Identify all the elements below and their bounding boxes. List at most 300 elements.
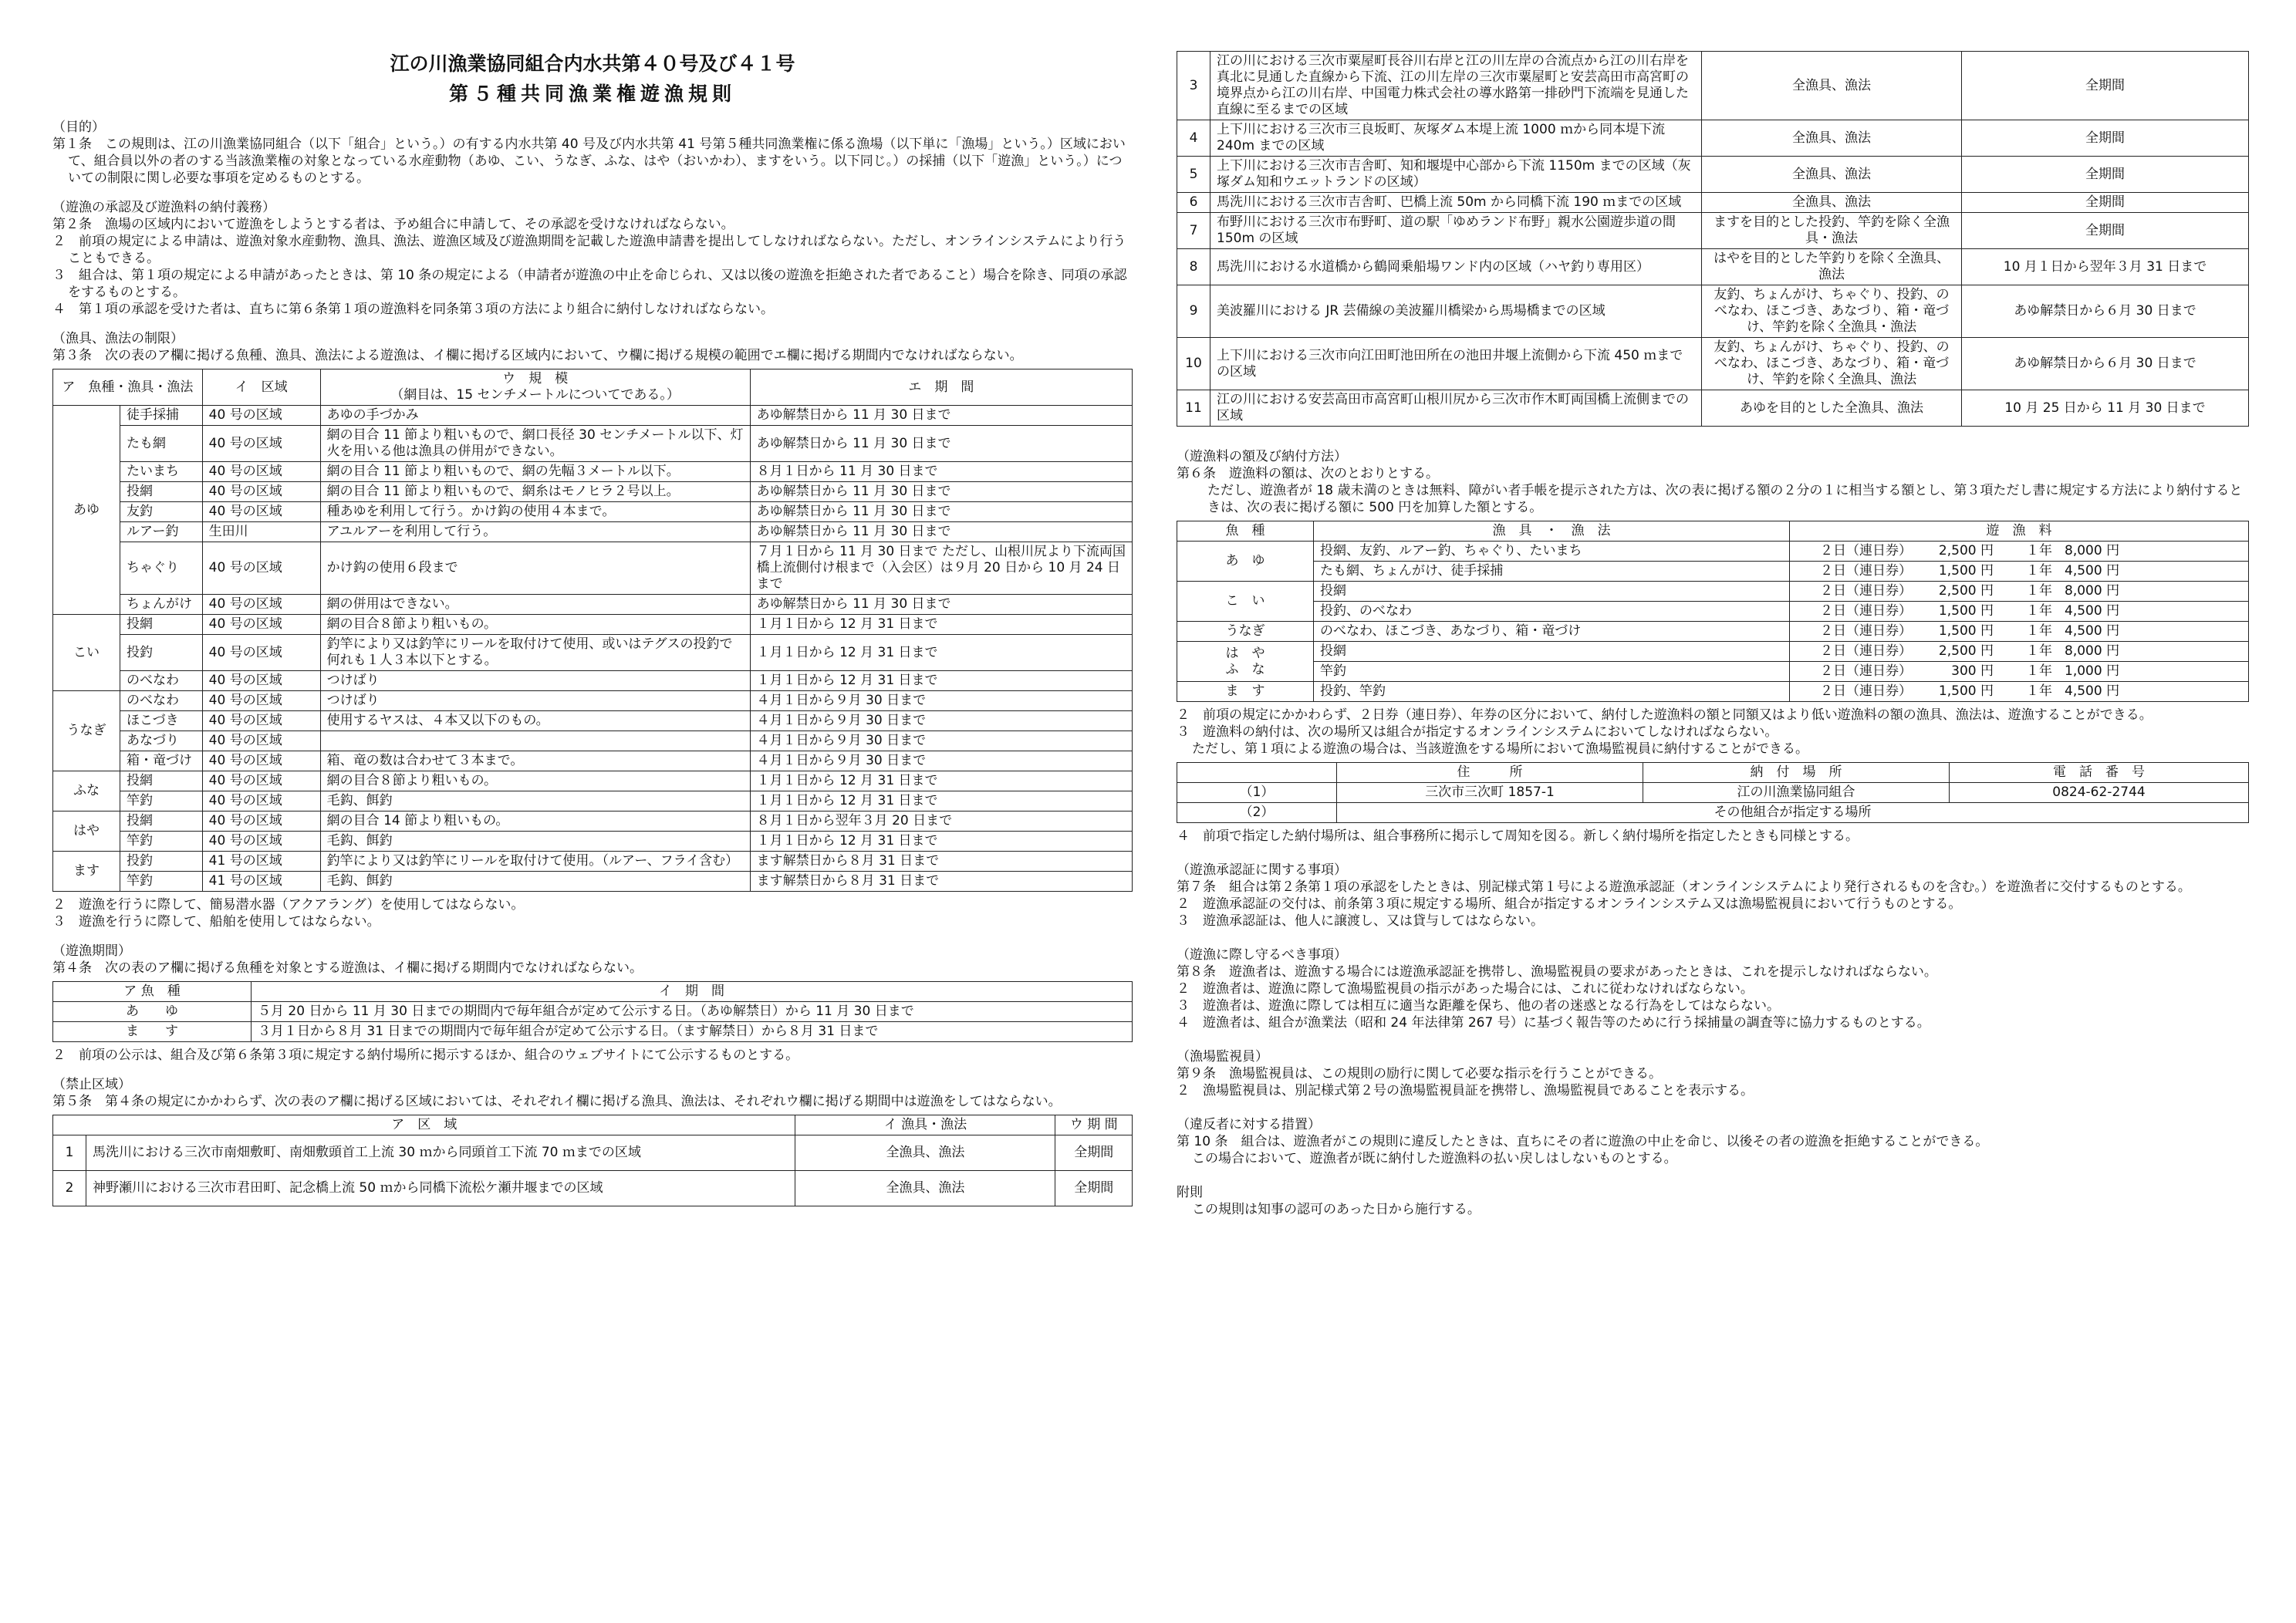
gear-method-cell: ちゃぐり [120,542,203,595]
fee-th-fish: 魚 種 [1177,521,1314,542]
fish-species-cell: こい [53,615,120,691]
art6-p2: ２ 前項の規定にかかわらず、２日券（連日券）、年券の区分において、納付した遊漁料の額と同額又はより低い遊漁料の額の漁具、漁法は、遊漁することができる。 [1177,707,2152,723]
gear-method-cell: 投網 [120,812,203,832]
fish-species-label: ま す [1225,683,1265,699]
table-row [53,542,1133,595]
fish-species-cell: ます [53,852,120,892]
period-cell: 全期間 [1962,120,2249,157]
scale-cell: つけばり [320,671,750,691]
right-column [1177,51,2249,1218]
period-cell: ４月１日から９月 30 日まで [750,711,1132,731]
prohibited-th-u: ウ 期 間 [1055,1115,1133,1135]
fish-species-cell: はや [53,812,120,852]
prohibited-th-i: イ 漁具・漁法 [795,1115,1055,1135]
fish-species-cell [1177,542,1314,582]
payment-place-table [1177,762,2249,823]
art6-intro: 第６条 遊漁料の額は、次のとおりとする。 [1177,466,1439,481]
table-row [53,482,1133,502]
season-table [52,981,1133,1042]
period-cell: ます解禁日から８月 31 日まで [750,872,1132,892]
period-cell: 全期間 [1962,52,2249,120]
area-cell: 上下川における三次市吉舎町、知和堰堤中心部から下流 1150m までの区域（灰塚ダム知和ウエットランドの区域） [1210,157,1702,193]
prohibited-table-left-body [53,1135,1133,1206]
year-fee-cell: 8,000 円 [2058,642,2249,662]
art7-p1: 第７条 組合は第２条第１項の承認をしたときは、別記様式第１号による遊漁承認証（オンラインシステムにより発行されるものを含む。）を遊漁者に交付するものとする。 [1177,879,2191,895]
gear-table [52,369,1133,892]
table-row [53,1135,1133,1171]
period-cell: あゆ解禁日から 11 月 30 日まで [750,502,1132,522]
ticket-type-cell: ２日（連日券） [1790,582,1919,602]
area-cell: 40 号の区域 [202,791,320,812]
table-row [53,671,1133,691]
fish-species-label-2: ふ な [1225,661,1265,677]
area-cell: 40 号の区域 [202,751,320,771]
year-fee-cell: 4,500 円 [2058,682,2249,702]
table-row [1177,783,2249,803]
area-cell: 神野瀬川における三次市君田町、記念橋上流 50 ｍから同橋下流松ケ瀬井堰までの区域 [86,1171,795,1206]
scale-cell: 使用するヤスは、４本又以下のもの。 [320,711,750,731]
season-th-i: イ 期 間 [252,982,1133,1002]
gear-cell: 竿釣 [1314,662,1790,682]
gear-cell: 友釣、ちょんがけ、ちゃぐり、投釣、のべなわ、ほこづき、あなづり、箱・竜づけ、竿釣を除く全漁具、漁法 [1702,338,1962,390]
ticket-type-cell: ２日（連日券） [1790,662,1919,682]
fish-species-cell: あ ゆ [53,1002,252,1022]
period-cell: 10 月 25 日から 11 月 30 日まで [1962,390,2249,427]
period-cell: あゆ解禁日から 11 月 30 日まで [750,406,1132,426]
gear-method-cell: 投網 [120,482,203,502]
table-row [53,1171,1133,1206]
year-label-cell: １年 [2000,542,2058,562]
fish-species-cell: ま す [53,1022,252,1042]
scale-cell: 毛鈎、餌釣 [320,872,750,892]
year-fee-cell: 1,000 円 [2058,662,2249,682]
art8-p4: ４ 遊漁者は、組合が漁業法（昭和 24 年法律第 267 号）に基づく報告等のために行う採捕量の調査等に協力するものとする。 [1177,1015,1930,1031]
art5-heading: （禁止区域） [52,1077,131,1092]
area-cell: 40 号の区域 [202,462,320,482]
ticket-type-cell: ２日（連日券） [1790,622,1919,642]
period-cell: 全期間 [1055,1135,1133,1171]
gear-th-u-label: ウ 規 模 [502,371,569,386]
table-row [53,522,1133,542]
period-cell: ５月 20 日から 11 月 30 日までの期間内で毎年組合が定めて公示する日。（あゆ解禁日）から 11 月 30 日まで [252,1002,1133,1022]
fish-species-cell: あゆ [53,406,120,615]
art5-intro: 第５条 第４条の規定にかかわらず、次の表のア欄に掲げる区域においては、それぞれイ欄に掲げる漁具、漁法は、それぞれウ欄に掲げる期間中は遊漁をしてはならない。 [52,1094,1062,1109]
prohibited-th-a: ア 区 域 [53,1115,795,1135]
gear-cell: たも網、ちょんがけ、徒手採捕 [1314,562,1790,582]
row-number-cell: 4 [1177,120,1210,157]
period-cell: ４月１日から９月 30 日まで [750,731,1132,751]
prohibited-table-right-body [1177,52,2249,427]
year-fee-cell: 4,500 円 [2058,622,2249,642]
gear-method-cell: あなづり [120,731,203,751]
period-cell: ８月１日から翌年３月 20 日まで [750,812,1132,832]
area-cell: 40 号の区域 [202,542,320,595]
day-fee-cell: 2,500 円 [1918,582,2000,602]
row-number-cell: 11 [1177,390,1210,427]
art7-p3: ３ 遊漁承認証は、他人に譲渡し、又は貸与してはならない。 [1177,913,1544,929]
period-cell: ４月１日から９月 30 日まで [750,691,1132,711]
gear-cell: 投網 [1314,582,1790,602]
gear-cell: 友釣、ちょんがけ、ちゃぐり、投釣、のべなわ、ほこづき、あなづり、箱・竜づけ、竿釣を除く全漁具・漁法 [1702,285,1962,338]
day-fee-cell: 300 円 [1918,662,2000,682]
phone-cell: 0824-62-2744 [1950,783,2249,803]
art3-intro: 第３条 次の表のア欄に掲げる魚種、漁具、漁法による遊漁は、イ欄に掲げる区域内において、ウ欄に掲げる規模の範囲でエ欄に掲げる期間内でなければならない。 [52,348,1023,363]
area-cell: 40 号の区域 [202,406,320,426]
year-label-cell: １年 [2000,662,2058,682]
area-cell: 40 号の区域 [202,635,320,671]
gear-method-cell: 投釣 [120,852,203,872]
gear-cell: 投釣、のべなわ [1314,602,1790,622]
year-fee-cell: 4,500 円 [2058,602,2249,622]
page-subtitle: 第５種共同漁業権遊漁規則 [448,83,736,105]
supplement-heading: 附則 [1177,1185,1203,1200]
scale-cell: あゆの手づかみ [320,406,750,426]
gear-method-cell: 投網 [120,771,203,791]
gear-cell: ますを目的とした投釣、竿釣を除く全漁具・漁法 [1702,213,1962,249]
gear-method-cell: 徒手採捕 [120,406,203,426]
table-row [53,872,1133,892]
day-fee-cell: 1,500 円 [1918,622,2000,642]
table-row [53,691,1133,711]
payment-place-cell: 江の川漁業協同組合 [1643,783,1950,803]
period-cell: １月１日から 12 月 31 日まで [750,671,1132,691]
ticket-type-cell: ２日（連日券） [1790,682,1919,702]
scale-cell: アユルアーを利用して行う。 [320,522,750,542]
other-place-cell: その他組合が指定する場所 [1337,803,2249,823]
art9-heading: （漁場監視員） [1177,1049,1268,1065]
table-row [1177,562,2249,582]
scale-cell: 網の目合８節より粗いもの。 [320,771,750,791]
day-fee-cell: 2,500 円 [1918,642,2000,662]
place-th-no [1177,763,1337,783]
art6-p4: ４ 前項で指定した納付場所は、組合事務所に掲示して周知を図る。新しく納付場所を指定したときも同様とする。 [1177,828,1859,844]
year-label-cell: １年 [2000,682,2058,702]
gear-th-u-note: （網目は、15 センチメートルについてである。） [390,387,680,403]
table-row [1177,602,2249,622]
year-label-cell: １年 [2000,562,2058,582]
art4-p2: ２ 前項の公示は、組合及び第６条第３項に規定する納付場所に掲示するほか、組合のウェブサイトにて公示するものとする。 [52,1048,799,1063]
art3-p3: ３ 遊漁を行うに際して、船舶を使用してはならない。 [52,914,380,930]
period-cell: ８月１日から 11 月 30 日まで [750,462,1132,482]
area-cell: 上下川における三次市三良坂町、灰塚ダム本堤上流 1000 ｍから同本堤下流 240m までの区域 [1210,120,1702,157]
fee-table-body [1177,542,2249,702]
gear-method-cell: ちょんがけ [120,595,203,615]
art1-heading: （目的） [52,120,105,135]
fish-species-label: あ ゆ [1225,553,1265,569]
season-table-body [53,1002,1133,1042]
period-cell: １月１日から 12 月 31 日まで [750,791,1132,812]
art8-p1: 第８条 遊漁者は、遊漁する場合には遊漁承認証を携帯し、漁場監視員の要求があったときは、これを提示しなければならない。 [1177,964,1937,980]
scale-cell: 網の目合 11 節より粗いもので、網糸はモノヒラ２号以上。 [320,482,750,502]
gear-cell: 全漁具、漁法 [1702,193,1962,213]
area-cell: 馬洗川における三次市南畑敷町、南畑敷頭首工上流 30 ｍから同頭首工下流 70 ｍまでの区域 [86,1135,795,1171]
table-row [1177,682,2249,702]
ticket-type-cell: ２日（連日券） [1790,602,1919,622]
row-number-cell: 2 [53,1171,86,1206]
period-cell: あゆ解禁日から 11 月 30 日まで [750,522,1132,542]
table-row [53,1002,1133,1022]
period-cell: あゆ解禁日から６月 30 日まで [1962,338,2249,390]
gear-method-cell: たも網 [120,426,203,462]
table-row [53,771,1133,791]
table-row [53,426,1133,462]
page-title: 江の川漁業協同組合内水共第４０号及び４１号 [390,52,795,75]
scale-cell: 網の併用はできない。 [320,595,750,615]
art10-heading: （違反者に対する措置） [1177,1117,1321,1132]
gear-method-cell: 竿釣 [120,791,203,812]
period-cell: １月１日から 12 月 31 日まで [750,635,1132,671]
area-cell: 上下川における三次市向江田町池田所在の池田井堰上流側から下流 450 ｍまでの区域 [1210,338,1702,390]
gear-th-a: ア 魚種・漁具・漁法 [53,369,203,406]
table-row [1177,249,2249,285]
area-cell: 美波羅川における JR 芸備線の美波羅川橋梁から馬場橋までの区域 [1210,285,1702,338]
ticket-type-cell: ２日（連日券） [1790,562,1919,582]
table-row [53,635,1133,671]
table-row [1177,120,2249,157]
art6-p3: ３ 遊漁料の納付は、次の場所又は組合が指定するオンラインシステムにおいてしなければならない。 [1177,724,1778,740]
year-label-cell: １年 [2000,642,2058,662]
period-cell: ３月１日から８月 31 日までの期間内で毎年組合が定めて公示する日。（ます解禁日）から８月 31 日まで [252,1022,1133,1042]
place-th-tel: 電 話 番 号 [1950,763,2249,783]
table-row [53,832,1133,852]
scale-cell: つけばり [320,691,750,711]
row-number-cell: 6 [1177,193,1210,213]
year-label-cell: １年 [2000,602,2058,622]
year-fee-cell: 4,500 円 [2058,562,2249,582]
left-column [52,46,1133,1211]
area-cell: 江の川における安芸高田市高宮町山根川尻から三次市作木町両国橋上流側までの区域 [1210,390,1702,427]
table-row [1177,285,2249,338]
gear-cell: 全漁具、漁法 [795,1171,1055,1206]
area-cell: 40 号の区域 [202,671,320,691]
table-row [53,711,1133,731]
table-row [1177,803,2249,823]
scale-cell: 網の目合 14 節より粗いもの。 [320,812,750,832]
gear-method-cell: 友釣 [120,502,203,522]
period-cell: 全期間 [1962,157,2249,193]
table-row [1177,193,2249,213]
art3-p2: ２ 遊漁を行うに際して、簡易潜水器（アクアラング）を使用してはならない。 [52,897,525,913]
scale-cell: 箱、竜の数は合わせて３本まで。 [320,751,750,771]
table-row [1177,52,2249,120]
area-cell: 41 号の区域 [202,852,320,872]
table-row [53,791,1133,812]
gear-th-u [320,369,750,406]
gear-cell: のべなわ、ほこづき、あなづり、箱・竜づけ [1314,622,1790,642]
art4-heading: （遊漁期間） [52,943,131,959]
table-row [1177,622,2249,642]
art7-p2: ２ 遊漁承認証の交付は、前条第３項に規定する場所、組合が指定するオンラインシステム又は漁場監視員において行うものとする。 [1177,896,1962,912]
scale-cell: 網の目合 11 節より粗いもので、網口長径 30 センチメートル以下、灯火を用いる他は漁具の併用ができない。 [320,426,750,462]
art8-p2: ２ 遊漁者は、遊漁に際して漁場監視員の指示があった場合には、これに従わなければならない。 [1177,981,1754,997]
table-row [53,812,1133,832]
fish-species-cell [1177,582,1314,622]
gear-cell: 全漁具、漁法 [1702,52,1962,120]
art6-p3b: ただし、第１項による遊漁の場合は、当該遊漁をする場所において漁場監視員に納付することができる。 [1192,741,1808,757]
ticket-type-cell: ２日（連日券） [1790,642,1919,662]
prohibited-table-left [52,1115,1133,1206]
period-cell: ７月１日から 11 月 30 日まで ただし、山根川尻より下流両国橋上流側付け根まで（入会区）は９月 20 日から 10 月 24 日まで [750,542,1132,595]
area-cell: 40 号の区域 [202,832,320,852]
scale-cell: 釣竿により又は釣竿にリールを取付けて使用、或いはテグスの投釣で何れも１人３本以下とする。 [320,635,750,671]
period-cell: あゆ解禁日から 11 月 30 日まで [750,426,1132,462]
payment-place-body [1177,783,2249,823]
area-cell: 馬洗川における三次市吉舎町、巴橋上流 50m から同橋下流 190 ｍまでの区域 [1210,193,1702,213]
scale-cell [320,731,750,751]
fish-species-label: は や [1225,645,1265,661]
fish-species-cell: うなぎ [53,691,120,771]
area-cell: 生田川 [202,522,320,542]
table-row [1177,542,2249,562]
gear-method-cell: 投網 [120,615,203,635]
area-cell: 40 号の区域 [202,426,320,462]
gear-th-e: エ 期 間 [750,369,1132,406]
ticket-type-cell: ２日（連日券） [1790,542,1919,562]
table-row [1177,662,2249,682]
place-th-place: 納 付 場 所 [1643,763,1950,783]
art6-intro2: ただし、遊漁者が 18 歳未満のときは無料、障がい者手帳を提示された方は、次の表に掲げる額の２分の１に相当する額とし、第３項ただし書に規定する方法により納付するときは、次の表に掲げる額に 500 円を加算した額とする。 [1207,483,2243,515]
supplement-text: この規則は知事の認可のあった日から施行する。 [1192,1202,1481,1217]
period-cell: ４月１日から９月 30 日まで [750,751,1132,771]
gear-cell: 全漁具、漁法 [795,1135,1055,1171]
art2-p1: 第２条 漁場の区域内において遊漁をしようとする者は、予め組合に申請して、その承認を受けなければならない。 [52,217,734,232]
gear-table-body [53,406,1133,892]
art9-p2: ２ 漁場監視員は、別記様式第２号の漁場監視員証を携帯し、漁場監視員であることを表示する。 [1177,1083,1754,1098]
table-row [53,462,1133,482]
gear-method-cell: ルアー釣 [120,522,203,542]
table-row [53,751,1133,771]
period-cell: 10 月１日から翌年３月 31 日まで [1962,249,2249,285]
table-row [1177,338,2249,390]
gear-method-cell: 箱・竜づけ [120,751,203,771]
table-row [1177,157,2249,193]
table-row [1177,582,2249,602]
row-number-cell: 9 [1177,285,1210,338]
area-cell: 40 号の区域 [202,812,320,832]
fish-species-label: うなぎ [1225,623,1265,639]
area-cell: 馬洗川における水道橋から鶴岡乗船場ワンド内の区域（ハヤ釣り専用区） [1210,249,1702,285]
scale-cell: 釣竿により又は釣竿にリールを取付けて使用。（ルアー、フライ含む） [320,852,750,872]
period-cell: 全期間 [1055,1171,1133,1206]
table-row [1177,213,2249,249]
row-number-cell: 10 [1177,338,1210,390]
gear-cell: 全漁具、漁法 [1702,120,1962,157]
season-th-a: ア 魚 種 [53,982,252,1002]
place-th-addr: 住 所 [1337,763,1643,783]
scale-cell: 毛鈎、餌釣 [320,832,750,852]
scale-cell: 毛鈎、餌釣 [320,791,750,812]
fee-table [1177,521,2249,702]
table-row [53,1022,1133,1042]
row-number-cell: （1） [1177,783,1337,803]
art6-heading: （遊漁料の額及び納付方法） [1177,449,1347,464]
gear-cell: 投網 [1314,642,1790,662]
art2-heading: （遊漁の承認及び遊漁料の納付義務） [52,200,275,215]
art10-p1: 第 10 条 組合は、遊漁者がこの規則に違反したときは、直ちにその者に遊漁の中止を命じ、以後その者の遊漁を拒絶することができる。 [1177,1134,1989,1149]
area-cell: 41 号の区域 [202,872,320,892]
gear-cell: あゆを目的とした全漁具、漁法 [1702,390,1962,427]
gear-cell: 投釣、竿釣 [1314,682,1790,702]
year-fee-cell: 8,000 円 [2058,582,2249,602]
year-fee-cell: 8,000 円 [2058,542,2249,562]
gear-method-cell: ほこづき [120,711,203,731]
table-row [53,852,1133,872]
period-cell: 全期間 [1962,193,2249,213]
area-cell: 40 号の区域 [202,595,320,615]
prohibited-table-right [1177,51,2249,427]
day-fee-cell: 2,500 円 [1918,542,2000,562]
art10-p2: この場合において、遊漁者が既に納付した遊漁料の払い戻しはしないものとする。 [1192,1151,1677,1166]
period-cell: あゆ解禁日から６月 30 日まで [1962,285,2249,338]
fee-th-gear: 漁 具 ・ 漁 法 [1314,521,1790,542]
area-cell: 布野川における三次市布野町、道の駅「ゆめランド布野」親水公園遊歩道の間 150m の区域 [1210,213,1702,249]
period-cell: ます解禁日から８月 31 日まで [750,852,1132,872]
fish-species-label: こ い [1225,593,1265,609]
row-number-cell: 7 [1177,213,1210,249]
area-cell: 40 号の区域 [202,691,320,711]
row-number-cell: 8 [1177,249,1210,285]
address-cell: 三次市三次町 1857-1 [1337,783,1643,803]
gear-method-cell: 竿釣 [120,872,203,892]
table-row [53,615,1133,635]
art2-p3: ３ 組合は、第１項の規定による申請があったときは、第 10 条の規定による（申請者が遊漁の中止を命じられ、又は以後の遊漁を拒絶された者であること）場合を除き、同項の承認をするものとする。 [52,268,1127,300]
art1-text: 第１条 この規則は、江の川漁業協同組合（以下「組合」という。）の有する内水共第 40 号及び内水共第 41 号第５種共同漁業権に係る漁場（以下単に「漁場」という。）区域において、組合員以外の者のする当該漁業権の対象となっている水産動物（あゆ、こい、うなぎ、ふな、はや（おいかわ）、ますをいう。以下同じ。）の採捕（以下「遊漁」という。）についての制限に関し必要な事項を定めるものとする。 [52,137,1126,186]
period-cell: １月１日から 12 月 31 日まで [750,832,1132,852]
gear-method-cell: 竿釣 [120,832,203,852]
gear-method-cell: のべなわ [120,671,203,691]
art2-p2: ２ 前項の規定による申請は、遊漁対象水産動物、漁具、漁法、遊漁区域及び遊漁期間を記載した遊漁申請書を提出してしなければならない。ただし、オンラインシステムにより行うこともできる。 [52,234,1126,266]
area-cell: 40 号の区域 [202,502,320,522]
table-row [53,595,1133,615]
area-cell: 江の川における三次市粟屋町長谷川右岸と江の川左岸の合流点から江の川右岸を真北に見通した直線から下流、江の川左岸の三次市粟屋町と安芸高田市高宮町の境界点から江の川右岸、中国電力株式会社の導水路第一排砂門下流端を見通した直線に至るまでの区域 [1210,52,1702,120]
gear-cell: 全漁具、漁法 [1702,157,1962,193]
scale-cell: 網の目合 11 節より粗いもので、網の先幅３メートル以下。 [320,462,750,482]
row-number-cell: （2） [1177,803,1337,823]
scale-cell: 種あゆを利用して行う。かけ鈎の使用４本まで。 [320,502,750,522]
art2-p4: ４ 第１項の承認を受けた者は、直ちに第６条第１項の遊漁料を同条第３項の方法により組合に納付しなければならない。 [52,302,774,317]
fish-species-cell [1177,682,1314,702]
row-number-cell: 1 [53,1135,86,1171]
table-row [53,406,1133,426]
area-cell: 40 号の区域 [202,731,320,751]
art7-heading: （遊漁承認証に関する事項） [1177,862,1347,878]
year-label-cell: １年 [2000,622,2058,642]
gear-method-cell: たいまち [120,462,203,482]
scale-cell: 網の目合８節より粗いもの。 [320,615,750,635]
table-row [1177,390,2249,427]
scale-cell: かけ鈎の使用６段まで [320,542,750,595]
fish-species-cell [1177,622,1314,642]
row-number-cell: 5 [1177,157,1210,193]
area-cell: 40 号の区域 [202,771,320,791]
area-cell: 40 号の区域 [202,482,320,502]
fish-species-cell: ふな [53,771,120,812]
fish-species-cell [1177,642,1314,682]
area-cell: 40 号の区域 [202,615,320,635]
art9-p1: 第９条 漁場監視員は、この規則の励行に関して必要な指示を行うことができる。 [1177,1066,1662,1081]
period-cell: あゆ解禁日から 11 月 30 日まで [750,482,1132,502]
gear-cell: 投網、友釣、ルアー釣、ちゃぐり、たいまち [1314,542,1790,562]
art8-heading: （遊漁に際し守るべき事項） [1177,947,1347,963]
period-cell: １月１日から 12 月 31 日まで [750,615,1132,635]
day-fee-cell: 1,500 円 [1918,602,2000,622]
row-number-cell: 3 [1177,52,1210,120]
art8-p3: ３ 遊漁者は、遊漁に際しては相互に適当な距離を保ち、他の者の迷惑となる行為をしてはならない。 [1177,998,1780,1014]
period-cell: あゆ解禁日から 11 月 30 日まで [750,595,1132,615]
gear-cell: はやを目的とした竿釣りを除く全漁具、漁法 [1702,249,1962,285]
gear-method-cell: のべなわ [120,691,203,711]
year-label-cell: １年 [2000,582,2058,602]
